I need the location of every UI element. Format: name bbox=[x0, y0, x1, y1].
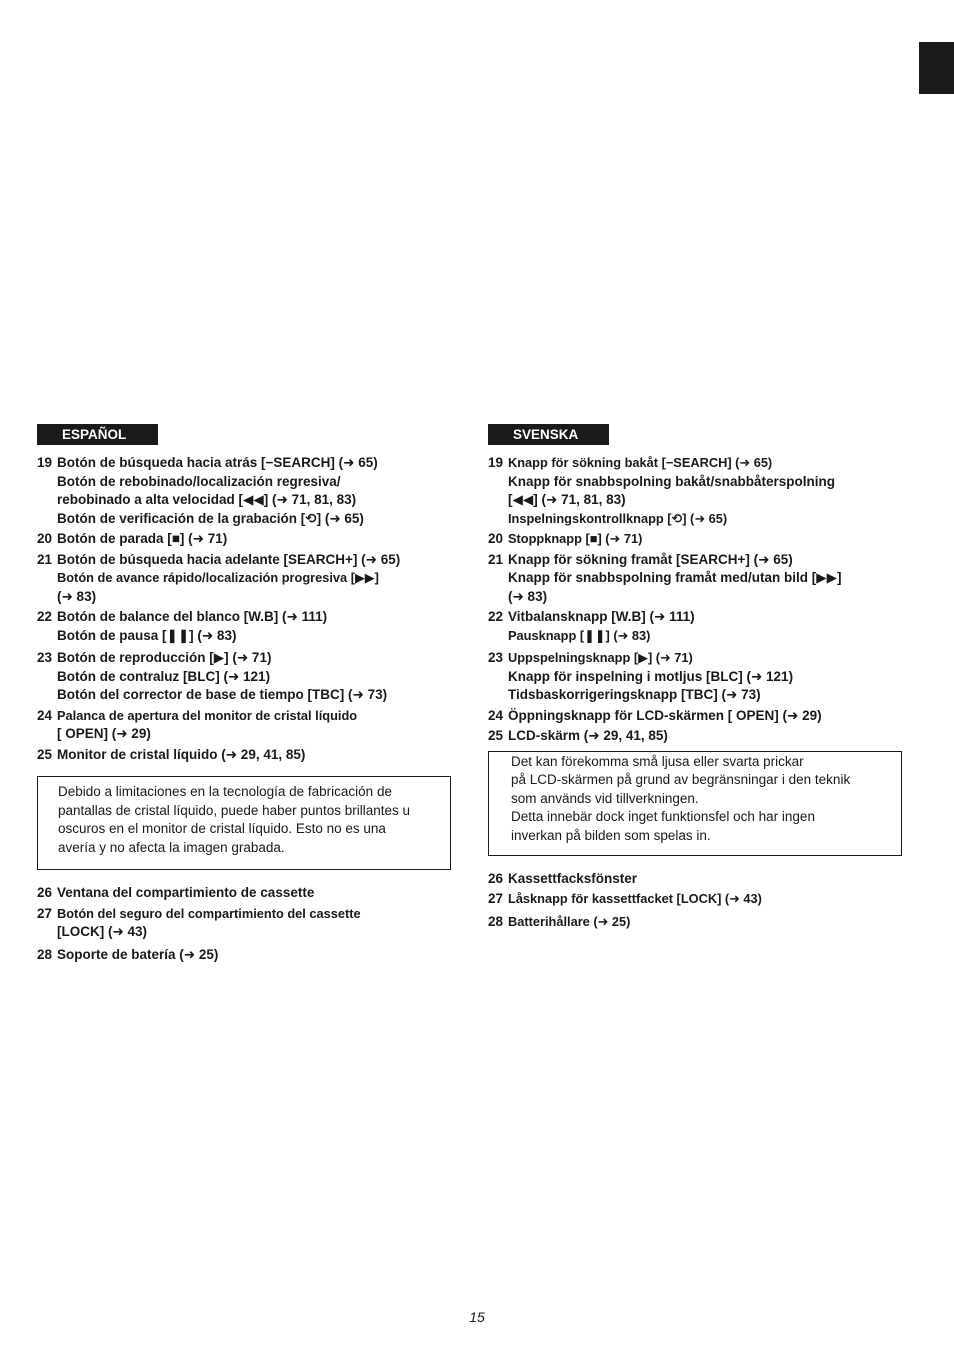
list-item: 19 Botón de búsqueda hacia atrás [−SEARCH] (➜ 65) Botón de rebobinado/localización regresiva/ rebobinado a alta velocidad [◀◀] (➜ 71, 81, 83) Botón de verificación de la grabación [⟲] (➜ 65) bbox=[37, 455, 378, 526]
espanol-column bbox=[37, 424, 452, 966]
page-number: 15 bbox=[469, 1309, 485, 1325]
list-item: 27 Botón del seguro del compartimiento del cassette [LOCK] (➜ 43) bbox=[37, 905, 361, 939]
list-item: 22 Vitbalansknapp [W.B] (➜ 111) Pausknapp [❚❚] (➜ 83) bbox=[488, 609, 695, 643]
list-item: 27 Låsknapp för kassettfacket [LOCK] (➜ 43) bbox=[488, 891, 762, 906]
list-item: 26 Ventana del compartimiento de cassette bbox=[37, 885, 315, 900]
section-tab-marker bbox=[919, 42, 954, 94]
espanol-label: ESPAÑOL bbox=[37, 424, 158, 445]
list-item: 28 Soporte de batería (➜ 25) bbox=[37, 946, 219, 962]
list-item: 24 Öppningsknapp för LCD-skärmen [ OPEN] (➜ 29) bbox=[488, 707, 822, 723]
list-item: 28 Batterihållare (➜ 25) bbox=[488, 913, 631, 929]
list-item: 20 Stoppknapp [■] (➜ 71) bbox=[488, 531, 643, 546]
list-item: 19 Knapp för sökning bakåt [−SEARCH] (➜ 65) Knapp för snabbspolning bakåt/snabbåterspolning [◀◀] (➜ 71, 81, 83) Inspelningskontrollknapp [⟲] (➜ 65) bbox=[488, 455, 836, 526]
lcd-note-box: Debido a limitaciones en la tecnología de fabricación de pantallas de cristal líquido, puede haber puntos brillantes u oscuros en el monitor de cristal líquido. Esto no es una avería y no afecta la imagen grabada. bbox=[37, 776, 451, 870]
list-item: 23 Uppspelningsknapp [▶] (➜ 71) Knapp för inspelning i motljus [BLC] (➜ 121) Tidsbaskorrigeringsknapp [TBC] (➜ 73) bbox=[488, 650, 794, 702]
svenska-column bbox=[488, 424, 906, 933]
list-item: 21 Knapp för sökning framåt [SEARCH+] (➜ 65) Knapp för snabbspolning framåt med/utan bild [▶▶] (➜ 83) bbox=[488, 551, 842, 604]
list-item: 20 Botón de parada [■] (➜ 71) bbox=[37, 531, 228, 546]
list-item: 25 Monitor de cristal líquido (➜ 29, 41, 85) bbox=[37, 746, 306, 762]
lcd-note-box: Det kan förekomma små ljusa eller svarta prickar på LCD-skärmen på grund av begränsningar i den teknik som används vid tillverkningen. Detta innebär dock inget funktionsfel och har ingen inverkan på bilden som spelas in. bbox=[488, 751, 902, 856]
svenska-label: SVENSKA bbox=[488, 424, 609, 445]
list-item: 26 Kassettfacksfönster bbox=[488, 870, 638, 886]
list-item: 22 Botón de balance del blanco [W.B] (➜ 111) Botón de pausa [❚❚] (➜ 83) bbox=[37, 609, 328, 643]
list-item: 23 Botón de reproducción [▶] (➜ 71) Botón de contraluz [BLC] (➜ 121) Botón del corrector de base de tiempo [TBC] (➜ 73) bbox=[37, 650, 388, 702]
list-item: 21 Botón de búsqueda hacia adelante [SEARCH+] (➜ 65) Botón de avance rápido/localización progresiva [▶▶] (➜ 83) bbox=[37, 551, 401, 604]
list-item: 24 Palanca de apertura del monitor de cristal líquido [ OPEN] (➜ 29) bbox=[37, 707, 358, 741]
list-item: 25 LCD-skärm (➜ 29, 41, 85) bbox=[488, 728, 668, 743]
